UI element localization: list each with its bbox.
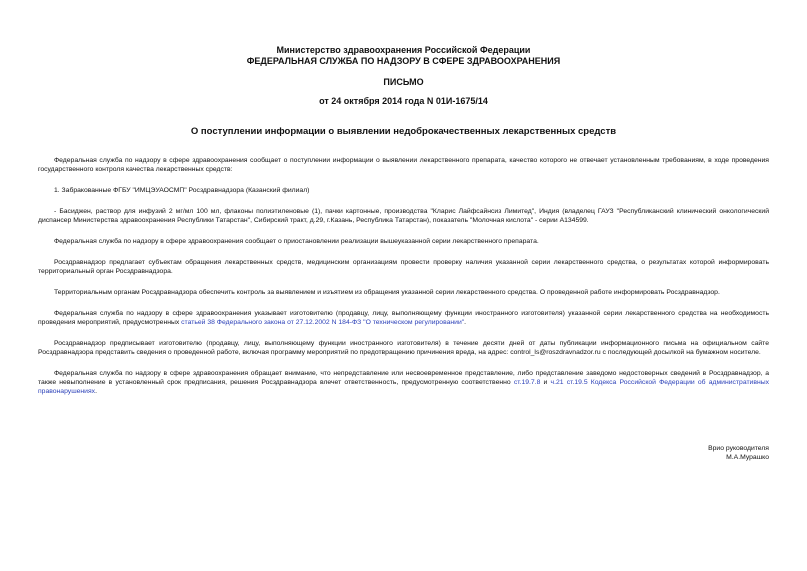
document-date-number: от 24 октября 2014 года N 01И-1675/14 <box>319 96 488 106</box>
service-name: ФЕДЕРАЛЬНАЯ СЛУЖБА ПО НАДЗОРУ В СФЕРЕ ЗДРАВООХРАНЕНИЯ <box>246 56 561 66</box>
signature-block <box>708 444 769 462</box>
document-type: ПИСЬМО <box>383 77 424 87</box>
paragraph-measures <box>38 309 769 327</box>
paragraph-product: - Басиджен, раствор для инфузий 2 мг/мл 100 мл, флаконы полиэтиленовые (1), пачки картонные, производства "Кларис Лайфсайнсиз Лимитед", Индия (владелец ГАУЗ "Республиканский клинический онкологический диспансер Министерства здравоохранения Республики Татарстан", Сибирский тракт, д.29, г.Казань, Республика Татарстан), показатель "Молочная кислота" - серии А134599. <box>38 208 769 224</box>
paragraph-liability-end: . <box>95 388 97 395</box>
document-subject: О поступлении информации о выявлении недоброкачественных лекарственных средств <box>190 126 617 137</box>
paragraph-suspension: Федеральная служба по надзору в сфере здравоохранения сообщает о приостановлении реализации вышеуказанной серии лекарственного препарата. <box>54 238 539 245</box>
paragraph-order: Росздравнадзор предписывает изготовителю (продавцу, лицу, выполняющему функции иностранного изготовителя) в течение десяти дней от даты публикации информационного письма на официальном сайте Росздравнадзора представить сведения о проведенной работе, включая программу мероприятий по предотвращению причинения вреда, на адрес: control_ls@roszdravnadzor.ru с последующей досылкой на бумажном носителе. <box>38 340 769 356</box>
paragraph-rejected-by: 1. Забракованные ФГБУ "ИМЦЭУАОСМП" Росздравнадзора (Казанский филиал) <box>54 187 310 194</box>
article-19-7-8-link[interactable]: ст.19.7.8 <box>513 379 541 386</box>
signatory-position: Врио руководителя <box>708 445 769 452</box>
koap-19-5-link[interactable]: ч.21 ст.19.5 Кодекса Российской Федерации об административных правонарушениях <box>38 379 770 395</box>
paragraph-measures-end: . <box>464 319 467 326</box>
paragraph-measures-text: Федеральная служба по надзору в сфере здравоохранения указывает изготовителю (продавцу, лицу, выполняющему функции иностранного изготовителя) указанной серии лекарственного средства на необходимость проведения мероприятий, предусмотренных <box>38 310 769 326</box>
document-header <box>0 45 807 67</box>
paragraph-liability-and: и <box>540 379 551 386</box>
signatory-name: М.А.Мурашко <box>726 454 769 461</box>
paragraph-check-request: Росздравнадзор предлагает субъектам обращения лекарственных средств, медицинским организациям провести проверку наличия указанной серии лекарственного средства, о результатах которой информировать территориальный орган Росздравнадзора. <box>38 259 769 275</box>
law-184fz-link[interactable]: статьей 38 Федерального закона от 27.12.2002 N 184-ФЗ "О техническом регулировании" <box>181 319 465 326</box>
paragraph-liability-text: Федеральная служба по надзору в сфере здравоохранения обращает внимание, что непредставление или несвоевременное представление, либо представление заведомо недостоверных сведений в Росздравнадзор, а также невыполнение в установленный срок предписания, решения Росздравнадзора влечет ответственность, предусмотренную соответственно <box>38 370 769 386</box>
document-body <box>38 156 769 408</box>
paragraph-intro: Федеральная служба по надзору в сфере здравоохранения сообщает о поступлении информации о выявлении лекарственного препарата, качество которого не отвечает установленным требованиям, в ходе проведения государственного контроля качества лекарственных средств: <box>38 157 769 173</box>
paragraph-liability <box>38 369 769 396</box>
ministry-name: Министерство здравоохранения Российской Федерации <box>276 45 531 55</box>
paragraph-territorial-control: Территориальным органам Росздравнадзора обеспечить контроль за выявлением и изъятием из обращения указанной серии лекарственного средства. О проведенной работе информировать Росздравнадзор. <box>54 289 720 296</box>
